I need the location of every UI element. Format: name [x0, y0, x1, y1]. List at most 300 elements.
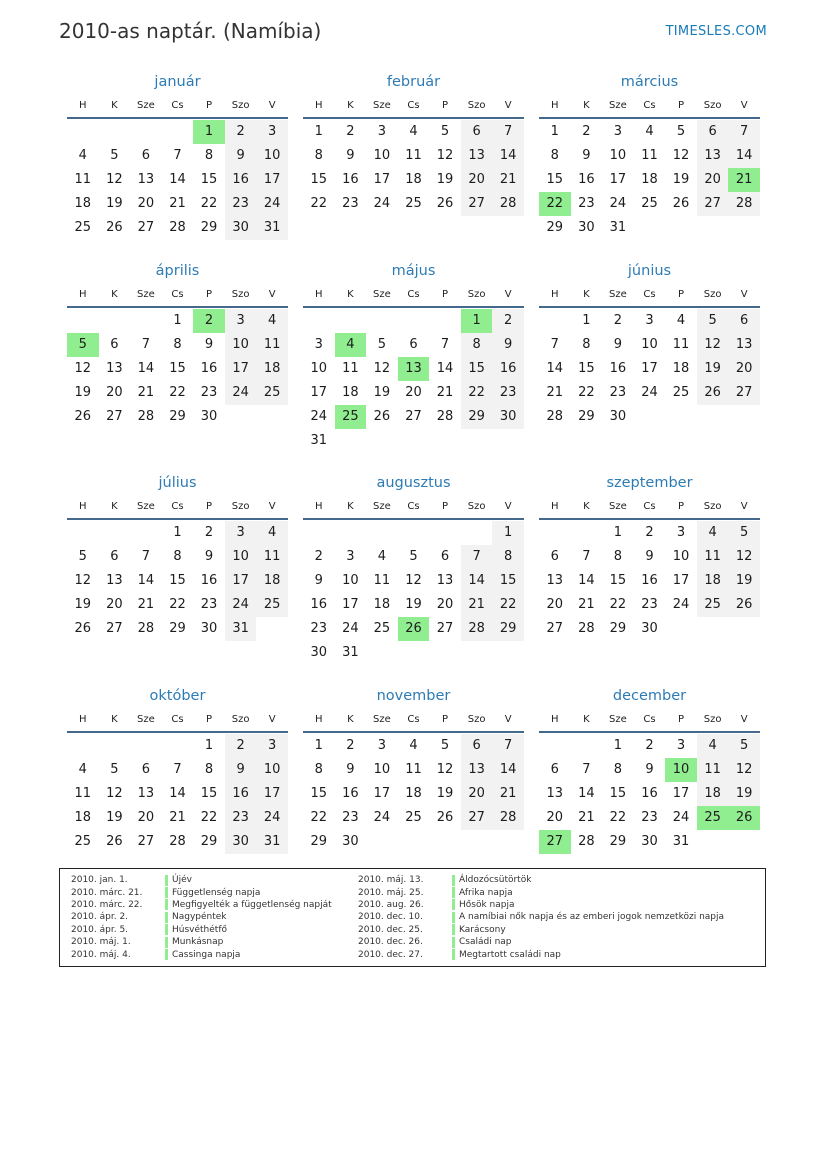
- day-cell: 3: [256, 734, 288, 758]
- day-cell: 18: [373, 597, 391, 612]
- day-cell: 29: [609, 834, 627, 849]
- legend-marker: [452, 875, 455, 886]
- day-cell: 12: [436, 762, 454, 777]
- day-cell: 12: [672, 148, 690, 163]
- day-cell: 10: [256, 144, 288, 168]
- legend-date: 2010. máj. 1.: [71, 937, 131, 948]
- weekday-label: H: [551, 500, 559, 512]
- day-cell: 10: [609, 148, 627, 163]
- legend-row: [358, 874, 724, 886]
- holiday-day-cell: 27: [539, 830, 571, 854]
- day-cell: 27: [106, 409, 123, 424]
- day-cell: 29: [169, 621, 186, 636]
- day-cell: 17: [641, 361, 658, 376]
- day-cell: 17: [256, 168, 288, 192]
- month-title: január: [154, 74, 201, 90]
- weekday-label: Cs: [643, 99, 656, 111]
- day-cell: 6: [409, 337, 418, 352]
- weekday-label: P: [678, 99, 685, 111]
- day-cell: 12: [106, 172, 123, 187]
- day-grid: [539, 520, 760, 641]
- legend-marker: [452, 887, 455, 898]
- day-cell: 3: [613, 124, 623, 139]
- weekday-label: P: [206, 99, 213, 111]
- day-cell: 29: [461, 405, 493, 429]
- weekday-label: V: [504, 500, 512, 512]
- empty-cell: [539, 734, 571, 758]
- day-cell: 23: [641, 810, 658, 825]
- month-title: június: [627, 263, 672, 279]
- day-grid: [67, 520, 288, 641]
- day-cell: 3: [377, 124, 387, 139]
- day-cell: 19: [74, 385, 92, 400]
- day-cell: 23: [200, 597, 218, 612]
- weekday-label: V: [740, 288, 748, 300]
- weekday-label: V: [504, 713, 512, 725]
- month-3: [67, 261, 288, 429]
- legend-row: [358, 936, 724, 948]
- day-cell: 2: [492, 309, 524, 333]
- legend-row: [71, 899, 332, 911]
- day-cell: 20: [436, 597, 454, 612]
- day-cell: 19: [728, 569, 760, 593]
- day-cell: 13: [546, 786, 564, 801]
- empty-cell: [99, 120, 131, 144]
- day-grid: [303, 119, 524, 216]
- day-cell: 19: [672, 172, 690, 187]
- day-cell: 1: [173, 525, 182, 540]
- day-cell: 26: [373, 409, 391, 424]
- day-cell: 3: [346, 549, 355, 564]
- day-cell: 16: [578, 172, 595, 187]
- day-cell: 18: [256, 357, 288, 381]
- day-cell: 20: [405, 385, 422, 400]
- day-cell: 14: [492, 758, 524, 782]
- day-cell: 16: [641, 573, 658, 588]
- month-2: [539, 72, 760, 240]
- legend-marker: [165, 887, 168, 898]
- weekday-header: [539, 707, 760, 733]
- day-cell: 13: [436, 573, 454, 588]
- day-cell: 17: [609, 172, 627, 187]
- empty-cell: [335, 521, 367, 545]
- day-cell: 11: [697, 758, 729, 782]
- holiday-day-cell: 26: [728, 806, 760, 830]
- day-grid: [539, 733, 760, 854]
- weekday-label: H: [315, 99, 323, 111]
- day-cell: 20: [461, 782, 493, 806]
- day-cell: 13: [106, 361, 123, 376]
- day-cell: 8: [173, 337, 182, 352]
- day-cell: 1: [613, 738, 623, 753]
- day-cell: 1: [582, 313, 591, 328]
- day-cell: 22: [169, 597, 186, 612]
- day-cell: 23: [578, 196, 595, 211]
- day-cell: 8: [613, 762, 623, 777]
- weekday-label: Cs: [171, 288, 184, 300]
- month-4: [303, 261, 524, 453]
- empty-cell: [461, 521, 493, 545]
- day-cell: 1: [314, 738, 323, 753]
- weekday-label: V: [740, 500, 748, 512]
- weekday-label: Sze: [609, 713, 627, 725]
- day-cell: 7: [173, 762, 182, 777]
- day-cell: 21: [137, 385, 155, 400]
- legend-date: 2010. dec. 10.: [358, 912, 423, 923]
- day-cell: 22: [609, 810, 627, 825]
- day-cell: 20: [546, 597, 564, 612]
- day-cell: 11: [256, 545, 288, 569]
- day-cell: 29: [200, 834, 218, 849]
- day-cell: 12: [728, 758, 760, 782]
- empty-cell: [429, 521, 461, 545]
- weekday-label: V: [504, 288, 512, 300]
- day-cell: 6: [550, 549, 559, 564]
- weekday-label: V: [268, 99, 276, 111]
- day-cell: 21: [546, 385, 564, 400]
- day-cell: 19: [106, 810, 123, 825]
- day-cell: 25: [641, 196, 658, 211]
- legend-holiday-name: Újév: [172, 875, 192, 886]
- day-cell: 11: [342, 361, 359, 376]
- day-cell: 27: [461, 806, 493, 830]
- weekday-label: Cs: [171, 500, 184, 512]
- weekday-header: [539, 494, 760, 520]
- day-cell: 1: [204, 738, 214, 753]
- day-cell: 14: [492, 144, 524, 168]
- legend-marker: [452, 924, 455, 935]
- month-0: [67, 72, 288, 240]
- day-cell: 4: [78, 148, 87, 163]
- day-grid: [539, 308, 760, 429]
- day-cell: 17: [256, 782, 288, 806]
- day-cell: 28: [461, 617, 493, 641]
- day-cell: 17: [310, 385, 328, 400]
- day-cell: 20: [137, 196, 155, 211]
- legend-holiday-name: Karácsony: [459, 924, 506, 935]
- empty-cell: [67, 120, 99, 144]
- month-title: szeptember: [606, 475, 693, 491]
- holiday-day-cell: 1: [461, 309, 493, 333]
- legend-date: 2010. máj. 25.: [358, 887, 424, 898]
- day-cell: 12: [106, 786, 123, 801]
- day-cell: 9: [492, 333, 524, 357]
- empty-cell: [335, 309, 367, 333]
- day-cell: 18: [74, 810, 92, 825]
- day-cell: 27: [106, 621, 123, 636]
- month-title: november: [376, 688, 451, 704]
- day-cell: 23: [641, 597, 658, 612]
- day-cell: 3: [645, 313, 654, 328]
- day-cell: 21: [169, 196, 186, 211]
- day-cell: 6: [141, 148, 151, 163]
- day-cell: 15: [578, 361, 595, 376]
- legend-row: [71, 936, 332, 948]
- day-grid: [67, 308, 288, 429]
- day-cell: 18: [405, 786, 422, 801]
- day-cell: 13: [461, 144, 493, 168]
- day-cell: 24: [609, 196, 627, 211]
- day-cell: 19: [106, 196, 123, 211]
- empty-cell: [539, 309, 571, 333]
- day-cell: 8: [613, 549, 623, 564]
- day-grid: [67, 733, 288, 854]
- day-cell: 25: [74, 220, 92, 235]
- brand-link[interactable]: TIMESLES.COM: [665, 24, 767, 39]
- day-cell: 28: [492, 192, 524, 216]
- empty-cell: [162, 734, 194, 758]
- page-title: 2010-as naptár. (Namíbia): [59, 19, 322, 43]
- day-cell: 2: [645, 525, 654, 540]
- day-cell: 26: [728, 593, 760, 617]
- empty-cell: [130, 521, 162, 545]
- holiday-day-cell: 13: [398, 357, 430, 381]
- weekday-label: Cs: [643, 713, 656, 725]
- day-cell: 13: [137, 786, 155, 801]
- day-cell: 25: [697, 593, 729, 617]
- month-title: október: [149, 688, 206, 704]
- day-grid: [303, 733, 524, 854]
- day-cell: 22: [310, 810, 328, 825]
- legend-column-right: [358, 874, 724, 961]
- day-cell: 31: [672, 834, 690, 849]
- day-cell: 12: [74, 573, 92, 588]
- legend-marker: [165, 949, 168, 960]
- day-cell: 13: [546, 573, 564, 588]
- weekday-label: Sze: [137, 500, 155, 512]
- weekday-label: K: [111, 99, 118, 111]
- legend-date: 2010. dec. 26.: [358, 937, 423, 948]
- day-cell: 22: [200, 196, 218, 211]
- weekday-label: Szo: [231, 713, 250, 725]
- day-cell: 5: [110, 148, 119, 163]
- day-cell: 21: [169, 810, 186, 825]
- legend-holiday-name: Áldozócsütörtök: [459, 875, 532, 886]
- weekday-label: P: [206, 288, 213, 300]
- day-cell: 27: [546, 621, 564, 636]
- empty-cell: [398, 309, 430, 333]
- day-cell: 29: [200, 220, 218, 235]
- day-cell: 8: [314, 762, 323, 777]
- day-cell: 1: [550, 124, 559, 139]
- day-cell: 24: [310, 409, 328, 424]
- weekday-label: H: [79, 99, 87, 111]
- day-cell: 8: [550, 148, 559, 163]
- day-cell: 11: [256, 333, 288, 357]
- day-grid: [539, 119, 760, 240]
- day-cell: 11: [405, 762, 422, 777]
- legend-date: 2010. márc. 21.: [71, 887, 143, 898]
- empty-cell: [303, 521, 335, 545]
- day-cell: 18: [405, 172, 422, 187]
- day-cell: 22: [169, 385, 186, 400]
- day-cell: 9: [314, 573, 323, 588]
- holiday-legend: [59, 868, 766, 967]
- day-cell: 25: [74, 834, 92, 849]
- weekday-header: [303, 93, 524, 119]
- day-cell: 24: [256, 192, 288, 216]
- weekday-label: K: [347, 288, 354, 300]
- day-cell: 20: [461, 168, 493, 192]
- day-cell: 23: [225, 192, 257, 216]
- day-cell: 7: [141, 549, 151, 564]
- day-cell: 6: [461, 734, 493, 758]
- day-cell: 21: [461, 593, 493, 617]
- empty-cell: [429, 309, 461, 333]
- day-cell: 4: [697, 521, 729, 545]
- legend-row: [358, 924, 724, 936]
- day-cell: 6: [141, 762, 151, 777]
- legend-holiday-name: Hősök napja: [459, 899, 515, 910]
- day-cell: 24: [672, 597, 690, 612]
- legend-marker: [452, 899, 455, 910]
- month-title: július: [158, 475, 197, 491]
- day-cell: 26: [106, 220, 123, 235]
- day-cell: 27: [137, 834, 155, 849]
- weekday-label: Sze: [137, 288, 155, 300]
- weekday-label: K: [111, 288, 118, 300]
- day-cell: 2: [645, 738, 654, 753]
- day-cell: 12: [728, 545, 760, 569]
- empty-cell: [67, 734, 99, 758]
- day-grid: [303, 308, 524, 453]
- day-cell: 16: [225, 168, 257, 192]
- day-cell: 29: [169, 409, 186, 424]
- day-cell: 28: [436, 409, 454, 424]
- month-title: március: [620, 74, 679, 90]
- legend-date: 2010. dec. 27.: [358, 949, 423, 960]
- empty-cell: [99, 734, 131, 758]
- day-cell: 9: [204, 337, 214, 352]
- day-cell: 12: [74, 361, 92, 376]
- day-cell: 2: [225, 120, 257, 144]
- weekday-label: Cs: [643, 500, 656, 512]
- empty-cell: [303, 309, 335, 333]
- day-cell: 2: [346, 124, 355, 139]
- empty-cell: [398, 521, 430, 545]
- day-cell: 28: [578, 621, 595, 636]
- month-6: [67, 473, 288, 641]
- day-cell: 2: [613, 313, 623, 328]
- day-cell: 27: [461, 192, 493, 216]
- empty-cell: [130, 734, 162, 758]
- day-cell: 28: [137, 621, 155, 636]
- day-cell: 4: [697, 734, 729, 758]
- day-cell: 14: [169, 172, 186, 187]
- day-cell: 12: [405, 573, 422, 588]
- legend-date: 2010. dec. 25.: [358, 924, 423, 935]
- day-cell: 23: [609, 385, 627, 400]
- day-cell: 4: [409, 124, 418, 139]
- weekday-label: P: [442, 99, 449, 111]
- holiday-day-cell: 4: [335, 333, 367, 357]
- weekday-header: [539, 93, 760, 119]
- month-8: [539, 473, 760, 641]
- weekday-label: P: [442, 713, 449, 725]
- day-cell: 16: [342, 172, 359, 187]
- holiday-day-cell: 21: [728, 168, 760, 192]
- day-cell: 30: [641, 834, 658, 849]
- day-cell: 8: [173, 549, 182, 564]
- month-7: [303, 473, 524, 665]
- day-cell: 7: [492, 120, 524, 144]
- day-cell: 1: [314, 124, 323, 139]
- legend-date: 2010. ápr. 5.: [71, 924, 129, 935]
- day-cell: 7: [582, 762, 591, 777]
- month-title: április: [155, 263, 200, 279]
- weekday-label: K: [583, 713, 590, 725]
- empty-cell: [539, 521, 571, 545]
- weekday-label: V: [268, 288, 276, 300]
- day-cell: 18: [672, 361, 690, 376]
- day-cell: 25: [373, 621, 391, 636]
- day-cell: 13: [106, 573, 123, 588]
- day-cell: 18: [697, 782, 729, 806]
- day-cell: 19: [74, 597, 92, 612]
- holiday-day-cell: 10: [665, 758, 697, 782]
- legend-marker: [452, 949, 455, 960]
- day-cell: 14: [169, 786, 186, 801]
- day-cell: 26: [436, 196, 454, 211]
- weekday-label: Cs: [171, 713, 184, 725]
- day-cell: 27: [436, 621, 454, 636]
- day-cell: 6: [110, 549, 119, 564]
- day-cell: 14: [578, 786, 595, 801]
- day-cell: 20: [728, 357, 760, 381]
- legend-date: 2010. márc. 22.: [71, 899, 143, 910]
- day-cell: 9: [346, 762, 355, 777]
- day-cell: 1: [173, 313, 182, 328]
- holiday-day-cell: 25: [335, 405, 367, 429]
- day-cell: 13: [697, 144, 729, 168]
- weekday-label: Szo: [231, 99, 250, 111]
- day-cell: 3: [377, 738, 387, 753]
- holiday-day-cell: 22: [539, 192, 571, 216]
- day-cell: 18: [697, 569, 729, 593]
- day-cell: 25: [405, 810, 422, 825]
- weekday-label: K: [583, 500, 590, 512]
- day-cell: 5: [409, 549, 418, 564]
- day-cell: 17: [373, 172, 391, 187]
- day-cell: 3: [676, 525, 686, 540]
- day-cell: 30: [200, 621, 218, 636]
- day-cell: 14: [137, 361, 155, 376]
- month-1: [303, 72, 524, 216]
- weekday-header: [303, 494, 524, 520]
- day-cell: 18: [256, 569, 288, 593]
- day-cell: 24: [342, 621, 359, 636]
- day-cell: 5: [78, 549, 87, 564]
- day-cell: 2: [204, 525, 214, 540]
- day-cell: 27: [137, 220, 155, 235]
- legend-marker: [165, 924, 168, 935]
- day-cell: 28: [578, 834, 595, 849]
- day-cell: 26: [74, 621, 92, 636]
- empty-cell: [130, 309, 162, 333]
- day-cell: 9: [645, 762, 654, 777]
- day-cell: 2: [314, 549, 323, 564]
- day-cell: 16: [225, 782, 257, 806]
- day-cell: 24: [225, 381, 257, 405]
- day-cell: 18: [641, 172, 658, 187]
- weekday-label: H: [79, 288, 87, 300]
- weekday-label: Szo: [467, 713, 486, 725]
- weekday-label: V: [504, 99, 512, 111]
- day-cell: 15: [546, 172, 564, 187]
- day-cell: 30: [492, 405, 524, 429]
- day-cell: 28: [137, 409, 155, 424]
- month-10: [303, 686, 524, 854]
